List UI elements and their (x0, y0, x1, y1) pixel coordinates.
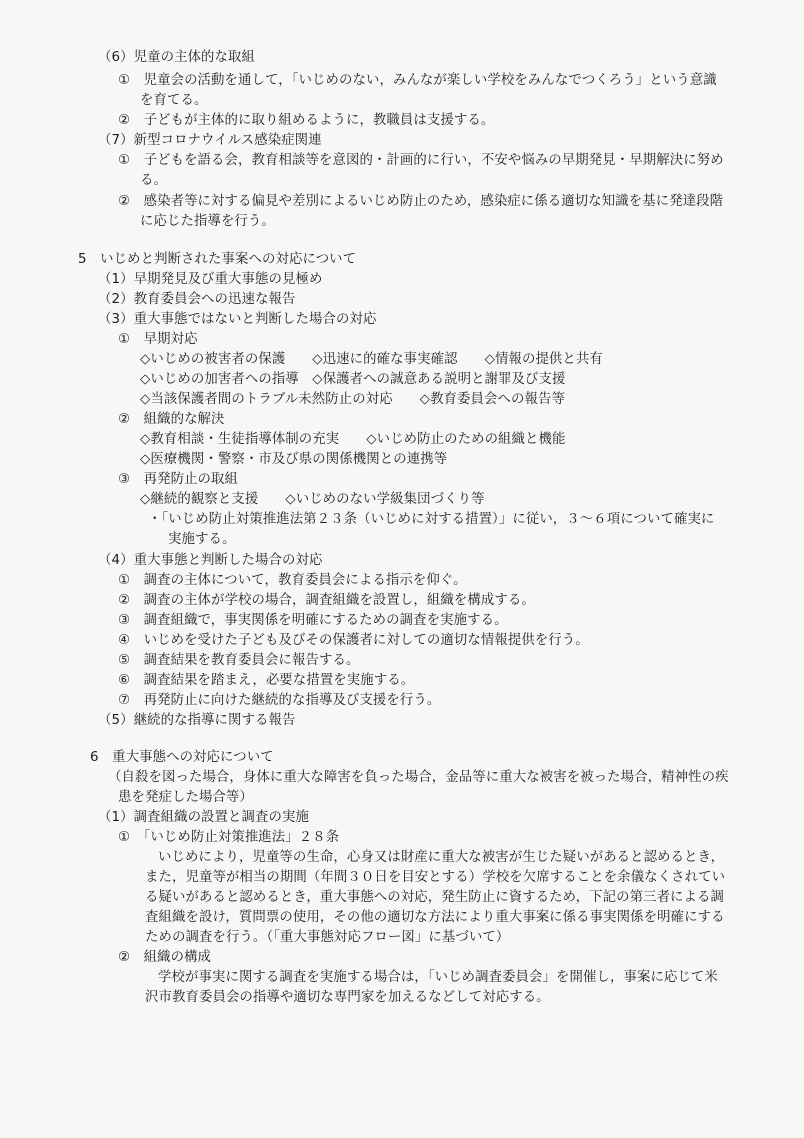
item-7-1: ① 子どもを語る会，教育相談等を意図的・計画的に行い，不安や悩みの早期発見・早期解決に努め (118, 153, 724, 168)
item-7-2: ② 感染者等に対する偏見や差別によるいじめ防止のため，感染症に係る適切な知識を基に発達段階 (118, 194, 724, 209)
dot-bullet-line-cont: 実施する。 (168, 532, 236, 547)
chapter-6-note-cont: 患を発症した場合等） (118, 790, 253, 805)
bullet-line: ◇教育相談・生徒指導体制の充実 ◇いじめ防止のための組織と機能 (140, 432, 566, 447)
bullet-line: ◇いじめの加害者への指導 ◇保護者への誠意ある説明と謝罪及び支援 (140, 372, 566, 387)
item-5-4-5: ⑤ 調査結果を教育委員会に報告する。 (118, 653, 360, 668)
paragraph-line: 査組織を設け，質問票の使用，その他の適切な方法により重大事案に係る事実関係を明確にする (145, 910, 725, 925)
item-5-3-1: ① 早期対応 (118, 332, 198, 347)
subsection-5-3: （3）重大事態ではないと判断した場合の対応 (98, 312, 377, 327)
dot-bullet-line: ・「いじめ防止対策推進法第２３条（いじめに対する措置）」に従い，３～６項について確実に (148, 512, 715, 527)
item-6-1-1: ① 「いじめ防止対策推進法」２８条 (118, 830, 340, 845)
item-5-4-3: ③ 調査組織で，事実関係を明確にするための調査を実施する。 (118, 613, 508, 628)
item-5-4-4: ④ いじめを受けた子ども及びその保護者に対しての適切な情報提供を行う。 (118, 633, 589, 648)
paragraph-line: 沢市教育委員会の指導や適切な専門家を加えるなどして対応する。 (145, 990, 550, 1005)
subsection-5-2: （2）教育委員会への迅速な報告 (98, 292, 296, 307)
paragraph-line: いじめにより，児童等の生命，心身又は財産に重大な被害が生じた疑いがあると認めるとき， (158, 850, 725, 865)
bullet-line: ◇いじめの被害者の保護 ◇迅速に的確な事実確認 ◇情報の提供と共有 (140, 352, 603, 367)
section-6-heading: （6）児童の主体的な取組 (98, 50, 256, 65)
paragraph-line: また，児童等が相当の期間（年間３０日を目安とする）学校を欠席することを余儀なくされてい (145, 870, 726, 885)
item-6-1-cont: を育てる。 (140, 93, 208, 108)
bullet-line: ◇継続的観察と支援 ◇いじめのない学級集団づくり等 (140, 492, 485, 507)
subsection-5-4: （4）重大事態と判断した場合の対応 (98, 553, 323, 568)
subsection-5-1: （1）早期発見及び重大事態の見極め (98, 272, 323, 287)
paragraph-line: 学校が事実に関する調査を実施する場合は，「いじめ調査委員会」を開催し，事案に応じて米 (158, 970, 718, 985)
item-7-2-cont: に応じた指導を行う。 (140, 214, 275, 229)
item-5-4-7: ⑦ 再発防止に向けた継続的な指導及び支援を行う。 (118, 693, 441, 708)
paragraph-line: ための調査を行う。（「重大事態対応フロー図」に基づいて） (145, 930, 510, 945)
subsection-5-5: （5）継続的な指導に関する報告 (98, 713, 296, 728)
bullet-line: ◇当該保護者間のトラブル未然防止の対応 ◇教育委員会への報告等 (140, 392, 565, 407)
chapter-6-heading: 6 重大事態への対応について (90, 750, 274, 765)
item-6-1-2: ② 組織の構成 (118, 950, 212, 965)
bullet-line: ◇医療機関・警察・市及び県の関係機関との連携等 (140, 452, 448, 467)
chapter-5-heading: 5 いじめと判断された事案への対応について (78, 252, 357, 267)
subsection-6-1: （1）調査組織の設置と調査の実施 (98, 810, 309, 825)
item-7-1-cont: る。 (140, 173, 167, 188)
item-6-2: ② 子どもが主体的に取り組めるように，教職員は支援する。 (118, 113, 495, 128)
item-5-4-1: ① 調査の主体について，教育委員会による指示を仰ぐ。 (118, 573, 467, 588)
paragraph-line: る疑いがあると認めるとき，重大事態への対応，発生防止に資するため，下記の第三者による調 (145, 890, 725, 905)
item-6-1: ① 児童会の活動を通して，「いじめのない，みんなが楽しい学校をみんなでつくろう」という意識 (118, 73, 717, 88)
item-5-4-6: ⑥ 調査結果を踏まえ，必要な措置を実施する。 (118, 673, 415, 688)
chapter-6-note: （自殺を図った場合，身体に重大な障害を負った場合，金品等に重大な被害を被った場合，精神性の疾 (108, 770, 729, 785)
item-5-3-3: ③ 再発防止の取組 (118, 472, 239, 487)
section-7-heading: （7）新型コロナウイルス感染症関連 (98, 133, 322, 148)
item-5-3-2: ② 組織的な解決 (118, 412, 225, 427)
item-5-4-2: ② 調査の主体が学校の場合，調査組織を設置し，組織を構成する。 (118, 593, 535, 608)
